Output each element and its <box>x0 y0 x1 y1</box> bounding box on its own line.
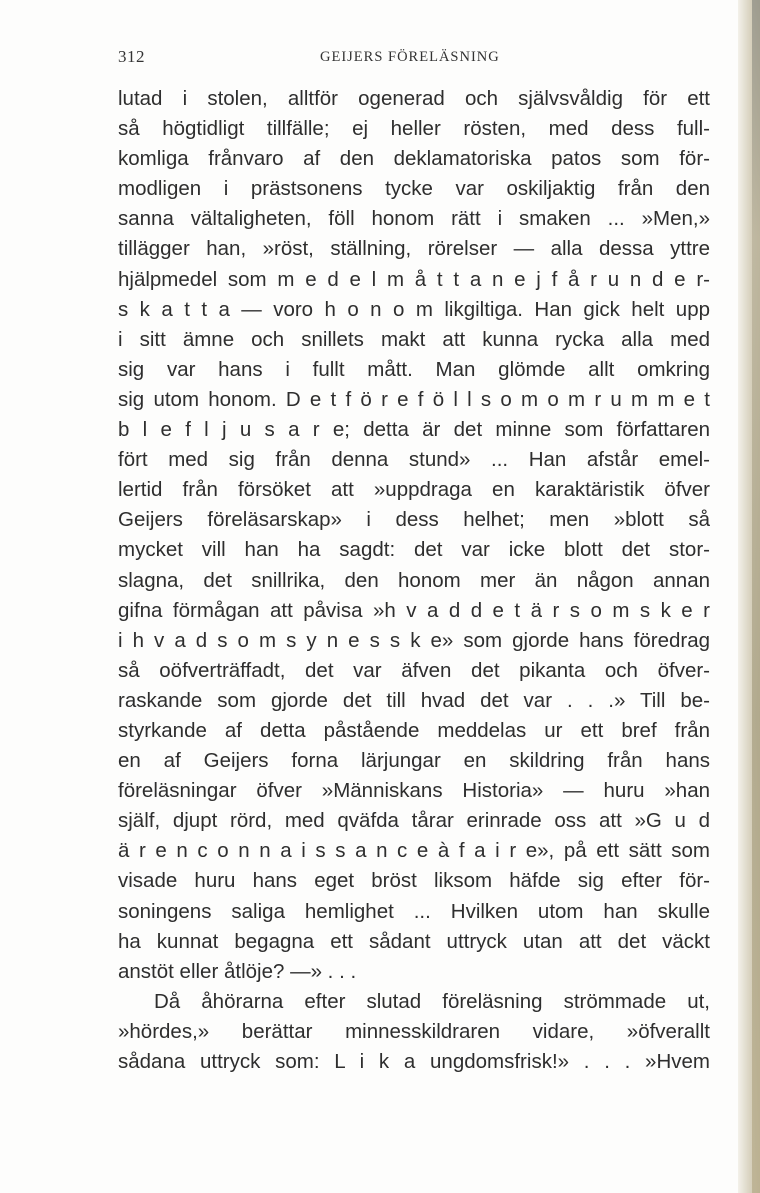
running-title: GEIJERS FÖRELÄSNING <box>320 49 500 65</box>
text-line: själf, djupt rörd, med qväfda tårar erinrade oss att »G u d <box>118 809 710 833</box>
text-line: gifna förmågan att påvisa »h v a d d e t ä r s o m s k e r <box>118 598 710 622</box>
text-line: Geijers föreläsarskap» i dess helhet; men »blott så <box>118 508 710 532</box>
text-line: föreläsningar öfver »Människans Historia» — huru »han <box>118 779 710 803</box>
text-line: mycket vill han ha sagdt: det var icke blott det stor- <box>118 538 710 562</box>
text-line: visade huru hans eget bröst liksom häfde sig efter för- <box>118 869 710 893</box>
text-line: »hördes,» berättar minnesskildraren vidare, »öfverallt <box>118 1019 710 1043</box>
text-line: tillägger han, »röst, ställning, rörelser — alla dessa yttre <box>118 237 710 261</box>
text-line: Då åhörarna efter slutad föreläsning strömmade ut, <box>154 989 710 1013</box>
text-line: sig var hans i fullt mått. Man glömde allt omkring <box>118 357 710 381</box>
text-line: en af Geijers forna lärjungar en skildring från hans <box>118 749 710 773</box>
page-number: 312 <box>118 47 145 66</box>
text-line: modligen i prästsonens tycke var oskiljaktig från den <box>118 177 710 201</box>
body-text <box>118 84 710 1077</box>
text-line: i h v a d s o m s y n e s s k e» som gjorde hans föredrag <box>118 628 710 652</box>
text-line: b l e f l j u s a r e; detta är det minne som författaren <box>118 418 710 442</box>
text-line: anstöt eller åtlöje? —» . . . <box>118 959 357 983</box>
text-line: ä r e n c o n n a i s s a n c e à f a i r e», på ett sätt som <box>118 839 710 863</box>
text-line: i sitt ämne och snillets makt att kunna rycka alla med <box>118 327 710 351</box>
text-line: sig utom honom. D e t f ö r e f ö l l s o m o m r u m m e t <box>118 387 710 411</box>
text-line: raskande som gjorde det till hvad det var . . .» Till be- <box>118 688 710 712</box>
text-line: så högtidligt tillfälle; ej heller rösten, med dess full- <box>118 117 710 141</box>
text-line: styrkande af detta påstående meddelas ur ett bref från <box>118 718 710 742</box>
text-line: sanna vältaligheten, föll honom rätt i smaken ... »Men,» <box>118 207 710 231</box>
text-line: soningens saliga hemlighet ... Hvilken utom han skulle <box>118 899 710 923</box>
text-line: ha kunnat begagna ett sådant uttryck utan att det väckt <box>118 929 710 953</box>
text-line: sådana uttryck som: L i k a ungdomsfrisk!» . . . »Hvem <box>118 1050 710 1073</box>
text-line: slagna, det snillrika, den honom mer än någon annan <box>118 568 710 592</box>
text-line: hjälpmedel som m e d e l m å t t a n e j f å r u n d e r- <box>118 267 710 291</box>
running-header <box>118 47 710 73</box>
text-line: s k a t t a — voro h o n o m likgiltiga. Han gick helt upp <box>118 297 710 321</box>
text-line: fört med sig från denna stund» ... Han afstår emel- <box>118 448 710 472</box>
page-edge-binding <box>752 0 760 1193</box>
text-line: komliga frånvaro af den deklamatoriska patos som för- <box>118 147 710 171</box>
text-line: så oöfverträffadt, det var äfven det pikanta och öfver- <box>118 658 710 682</box>
text-line: lertid från försöket att »uppdraga en karaktäristik öfver <box>118 478 710 502</box>
text-line: lutad i stolen, alltför ogenerad och självsvåldig för ett <box>118 87 710 110</box>
